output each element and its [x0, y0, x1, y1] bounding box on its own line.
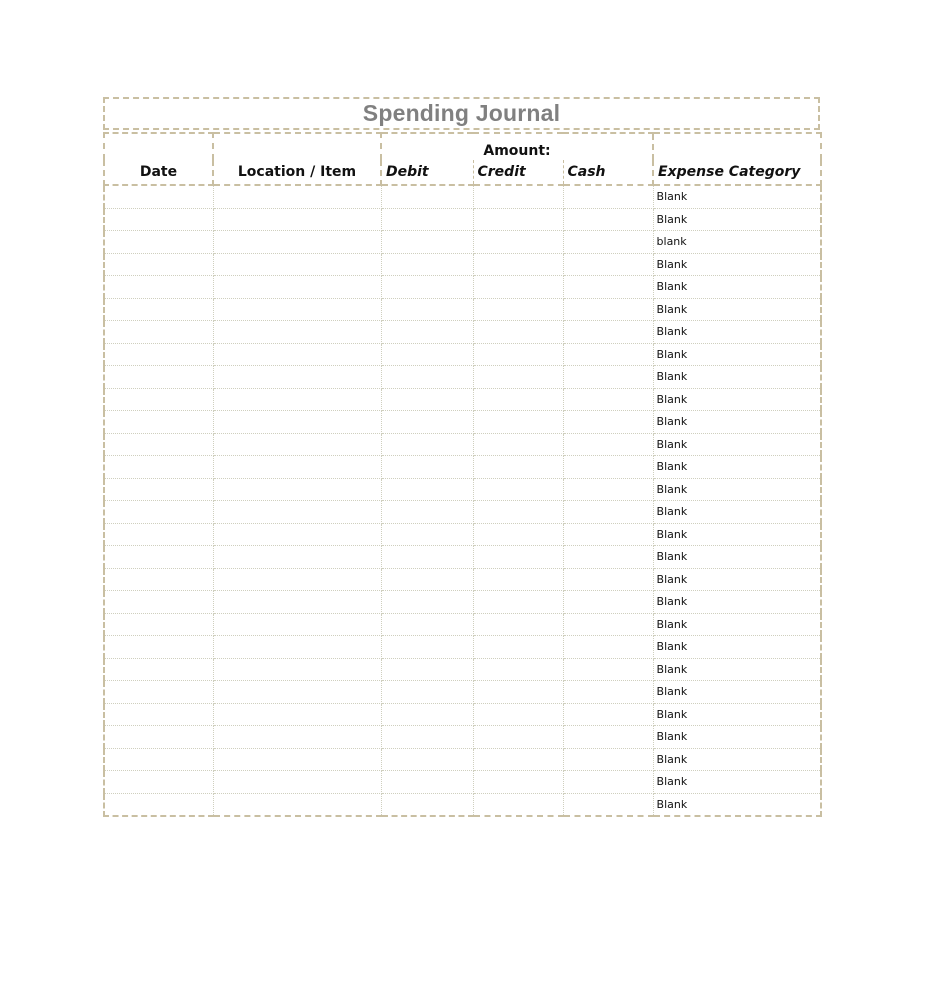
cash-cell[interactable] [563, 523, 653, 546]
table-row [104, 231, 821, 254]
location-item-cell[interactable] [213, 681, 381, 704]
credit-cell[interactable] [473, 321, 563, 344]
credit-cell[interactable] [473, 343, 563, 366]
table-row [104, 366, 821, 389]
credit-cell[interactable] [473, 231, 563, 254]
table-row [104, 298, 821, 321]
table-row [104, 636, 821, 659]
expense-category-cell[interactable]: Blank [653, 591, 821, 614]
table-row [104, 703, 821, 726]
debit-cell[interactable] [381, 388, 473, 411]
expense-category-cell[interactable]: Blank [653, 276, 821, 299]
date-cell[interactable] [104, 703, 213, 726]
date-cell[interactable] [104, 636, 213, 659]
cash-cell[interactable] [563, 208, 653, 231]
credit-cell[interactable] [473, 501, 563, 524]
cash-cell[interactable] [563, 366, 653, 389]
credit-cell[interactable] [473, 523, 563, 546]
expense-category-cell[interactable]: Blank [653, 208, 821, 231]
debit-cell[interactable] [381, 726, 473, 749]
credit-cell[interactable] [473, 613, 563, 636]
debit-cell[interactable] [381, 591, 473, 614]
location-item-cell[interactable] [213, 208, 381, 231]
expense-category-cell[interactable]: Blank [653, 433, 821, 456]
date-cell[interactable] [104, 388, 213, 411]
location-item-cell[interactable] [213, 703, 381, 726]
cash-cell[interactable] [563, 568, 653, 591]
credit-cell[interactable] [473, 771, 563, 794]
credit-cell[interactable] [473, 388, 563, 411]
location-item-cell[interactable] [213, 523, 381, 546]
date-cell[interactable] [104, 343, 213, 366]
table-row [104, 276, 821, 299]
location-item-cell[interactable] [213, 343, 381, 366]
debit-cell[interactable] [381, 411, 473, 434]
table-row [104, 568, 821, 591]
location-item-cell[interactable] [213, 433, 381, 456]
location-item-cell[interactable] [213, 388, 381, 411]
credit-cell[interactable] [473, 478, 563, 501]
debit-cell[interactable] [381, 793, 473, 816]
debit-cell[interactable] [381, 613, 473, 636]
header-location-item: Location / Item [213, 160, 381, 185]
credit-cell[interactable] [473, 185, 563, 208]
header-spacer-category [653, 133, 821, 160]
expense-category-cell[interactable]: blank [653, 231, 821, 254]
expense-category-cell[interactable]: Blank [653, 478, 821, 501]
location-item-cell[interactable] [213, 546, 381, 569]
date-cell[interactable] [104, 433, 213, 456]
date-cell[interactable] [104, 793, 213, 816]
table-row [104, 793, 821, 816]
location-item-cell[interactable] [213, 321, 381, 344]
debit-cell[interactable] [381, 366, 473, 389]
credit-cell[interactable] [473, 568, 563, 591]
header-cash: Cash [563, 160, 653, 185]
cash-cell[interactable] [563, 276, 653, 299]
expense-category-cell[interactable]: Blank [653, 388, 821, 411]
location-item-cell[interactable] [213, 253, 381, 276]
table-row [104, 253, 821, 276]
cash-cell[interactable] [563, 478, 653, 501]
cash-cell[interactable] [563, 253, 653, 276]
cash-cell[interactable] [563, 793, 653, 816]
cash-cell[interactable] [563, 185, 653, 208]
journal-table-body [104, 185, 821, 816]
expense-category-cell[interactable]: Blank [653, 253, 821, 276]
expense-category-cell[interactable]: Blank [653, 523, 821, 546]
page-title: Spending Journal [362, 100, 561, 126]
debit-cell[interactable] [381, 546, 473, 569]
debit-cell[interactable] [381, 523, 473, 546]
table-row [104, 478, 821, 501]
credit-cell[interactable] [473, 433, 563, 456]
expense-category-cell[interactable]: Blank [653, 321, 821, 344]
debit-cell[interactable] [381, 343, 473, 366]
location-item-cell[interactable] [213, 793, 381, 816]
table-row [104, 388, 821, 411]
expense-category-cell[interactable]: Blank [653, 456, 821, 479]
credit-cell[interactable] [473, 658, 563, 681]
expense-category-cell[interactable]: Blank [653, 546, 821, 569]
date-cell[interactable] [104, 658, 213, 681]
credit-cell[interactable] [473, 793, 563, 816]
cash-cell[interactable] [563, 501, 653, 524]
cash-cell[interactable] [563, 748, 653, 771]
location-item-cell[interactable] [213, 726, 381, 749]
credit-cell[interactable] [473, 208, 563, 231]
expense-category-cell[interactable]: Blank [653, 501, 821, 524]
location-item-cell[interactable] [213, 456, 381, 479]
debit-cell[interactable] [381, 478, 473, 501]
date-cell[interactable] [104, 501, 213, 524]
spending-journal-sheet [103, 97, 820, 817]
date-cell[interactable] [104, 366, 213, 389]
table-row [104, 658, 821, 681]
table-row [104, 501, 821, 524]
date-cell[interactable] [104, 253, 213, 276]
title-box [103, 97, 820, 130]
credit-cell[interactable] [473, 411, 563, 434]
credit-cell[interactable] [473, 546, 563, 569]
cash-cell[interactable] [563, 771, 653, 794]
cash-cell[interactable] [563, 231, 653, 254]
cash-cell[interactable] [563, 388, 653, 411]
date-cell[interactable] [104, 321, 213, 344]
debit-cell[interactable] [381, 703, 473, 726]
debit-cell[interactable] [381, 433, 473, 456]
cash-cell[interactable] [563, 411, 653, 434]
debit-cell[interactable] [381, 253, 473, 276]
location-item-cell[interactable] [213, 501, 381, 524]
header-amount: Amount: [381, 133, 653, 160]
location-item-cell[interactable] [213, 771, 381, 794]
location-item-cell[interactable] [213, 231, 381, 254]
cash-cell[interactable] [563, 433, 653, 456]
debit-cell[interactable] [381, 748, 473, 771]
location-item-cell[interactable] [213, 658, 381, 681]
expense-category-cell[interactable]: Blank [653, 568, 821, 591]
table-row [104, 185, 821, 208]
expense-category-cell[interactable]: Blank [653, 681, 821, 704]
debit-cell[interactable] [381, 185, 473, 208]
table-row [104, 681, 821, 704]
debit-cell[interactable] [381, 276, 473, 299]
date-cell[interactable] [104, 478, 213, 501]
debit-cell[interactable] [381, 568, 473, 591]
cash-cell[interactable] [563, 613, 653, 636]
table-row [104, 208, 821, 231]
debit-cell[interactable] [381, 208, 473, 231]
date-cell[interactable] [104, 748, 213, 771]
expense-category-cell[interactable]: Blank [653, 366, 821, 389]
location-item-cell[interactable] [213, 478, 381, 501]
date-cell[interactable] [104, 681, 213, 704]
credit-cell[interactable] [473, 591, 563, 614]
debit-cell[interactable] [381, 321, 473, 344]
cash-cell[interactable] [563, 298, 653, 321]
credit-cell[interactable] [473, 703, 563, 726]
date-cell[interactable] [104, 411, 213, 434]
debit-cell[interactable] [381, 636, 473, 659]
header-spacer-location [213, 133, 381, 160]
location-item-cell[interactable] [213, 366, 381, 389]
table-row [104, 456, 821, 479]
header-credit: Credit [473, 160, 563, 185]
cash-cell[interactable] [563, 636, 653, 659]
cash-cell[interactable] [563, 456, 653, 479]
location-item-cell[interactable] [213, 568, 381, 591]
date-cell[interactable] [104, 298, 213, 321]
expense-category-cell[interactable]: Blank [653, 636, 821, 659]
credit-cell[interactable] [473, 276, 563, 299]
credit-cell[interactable] [473, 636, 563, 659]
table-row [104, 748, 821, 771]
debit-cell[interactable] [381, 658, 473, 681]
date-cell[interactable] [104, 546, 213, 569]
cash-cell[interactable] [563, 546, 653, 569]
cash-cell[interactable] [563, 343, 653, 366]
expense-category-cell[interactable]: Blank [653, 185, 821, 208]
credit-cell[interactable] [473, 726, 563, 749]
credit-cell[interactable] [473, 253, 563, 276]
journal-table-header [104, 133, 821, 185]
table-row [104, 343, 821, 366]
location-item-cell[interactable] [213, 276, 381, 299]
date-cell[interactable] [104, 613, 213, 636]
expense-category-cell[interactable]: Blank [653, 298, 821, 321]
date-cell[interactable] [104, 185, 213, 208]
debit-cell[interactable] [381, 501, 473, 524]
table-row [104, 523, 821, 546]
location-item-cell[interactable] [213, 185, 381, 208]
date-cell[interactable] [104, 231, 213, 254]
cash-cell[interactable] [563, 591, 653, 614]
debit-cell[interactable] [381, 456, 473, 479]
header-debit: Debit [381, 160, 473, 185]
cash-cell[interactable] [563, 726, 653, 749]
credit-cell[interactable] [473, 456, 563, 479]
location-item-cell[interactable] [213, 411, 381, 434]
debit-cell[interactable] [381, 771, 473, 794]
date-cell[interactable] [104, 456, 213, 479]
table-row [104, 591, 821, 614]
date-cell[interactable] [104, 591, 213, 614]
date-cell[interactable] [104, 276, 213, 299]
table-row [104, 726, 821, 749]
date-cell[interactable] [104, 523, 213, 546]
location-item-cell[interactable] [213, 591, 381, 614]
date-cell[interactable] [104, 771, 213, 794]
date-cell[interactable] [104, 208, 213, 231]
debit-cell[interactable] [381, 231, 473, 254]
date-cell[interactable] [104, 726, 213, 749]
credit-cell[interactable] [473, 298, 563, 321]
expense-category-cell[interactable]: Blank [653, 793, 821, 816]
table-row [104, 771, 821, 794]
date-cell[interactable] [104, 568, 213, 591]
table-row [104, 411, 821, 434]
expense-category-cell[interactable]: Blank [653, 613, 821, 636]
table-row [104, 613, 821, 636]
expense-category-cell[interactable]: Blank [653, 411, 821, 434]
expense-category-cell[interactable]: Blank [653, 703, 821, 726]
header-date: Date [104, 160, 213, 185]
expense-category-cell[interactable]: Blank [653, 771, 821, 794]
location-item-cell[interactable] [213, 613, 381, 636]
location-item-cell[interactable] [213, 298, 381, 321]
expense-category-cell[interactable]: Blank [653, 726, 821, 749]
table-row [104, 546, 821, 569]
header-spacer-date [104, 133, 213, 160]
expense-category-cell[interactable]: Blank [653, 658, 821, 681]
expense-category-cell[interactable]: Blank [653, 748, 821, 771]
cash-cell[interactable] [563, 321, 653, 344]
cash-cell[interactable] [563, 703, 653, 726]
expense-category-cell[interactable]: Blank [653, 343, 821, 366]
table-row [104, 321, 821, 344]
location-item-cell[interactable] [213, 636, 381, 659]
credit-cell[interactable] [473, 681, 563, 704]
credit-cell[interactable] [473, 366, 563, 389]
table-row [104, 433, 821, 456]
debit-cell[interactable] [381, 298, 473, 321]
debit-cell[interactable] [381, 681, 473, 704]
location-item-cell[interactable] [213, 748, 381, 771]
journal-table [103, 132, 822, 817]
cash-cell[interactable] [563, 681, 653, 704]
header-expense-category: Expense Category [653, 160, 821, 185]
credit-cell[interactable] [473, 748, 563, 771]
cash-cell[interactable] [563, 658, 653, 681]
